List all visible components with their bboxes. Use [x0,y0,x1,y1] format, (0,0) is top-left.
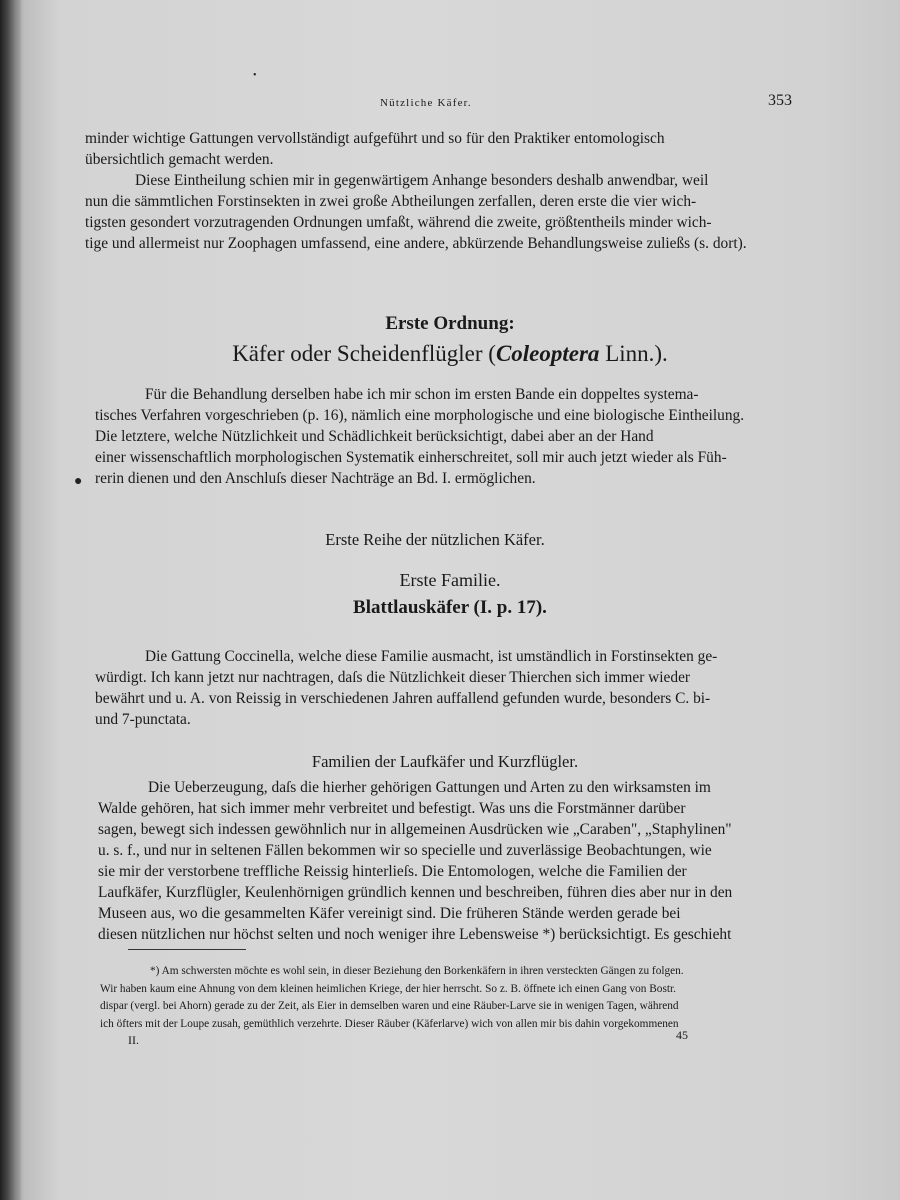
family-name-heading: Blattlauskäfer (I. p. 17). [353,597,547,618]
footnote-line: Wir haben kaum eine Ahnung von dem kleinen heimlichen Kriege, der hier herrscht. So z. B. öffnete ich einen Gang von Bostr. [100,982,676,995]
footnote-line: ich öfters mit der Loupe zusah, gemüthlich verzehrte. Dieser Räuber (Käferlarve) wich von allen mir bis dahin vorgekommenen [100,1017,679,1030]
text-line: sie mir der verstorbene treffliche Reissig hinterlieſs. Die Entomologen, welche die Familien der [98,863,687,880]
text-line: Die Ueberzeugung, daſs die hierher gehörigen Gattungen und Arten zu den wirksamsten im [148,779,711,796]
families-heading: Familien der Laufkäfer und Kurzflügler. [311,752,579,771]
order-title-text: Käfer oder Scheidenflügler ( [232,341,496,366]
family-heading: Erste Familie. [399,570,501,590]
text-line: tigsten gesondert vorzutragenden Ordnungen umfaßt, während die zweite, größtentheils minder wich- [85,214,712,231]
intro-paragraph [85,128,793,254]
order-paragraph [95,384,793,489]
text-line: bewährt und u. A. von Reissig in verschiedenen Jahren auffallend gefunden wurde, besonders C. bi- [95,690,711,707]
text-line: einer wissenschaftlich morphologischen Systematik einherschreitet, soll mir auch jetzt wieder als Füh- [95,449,727,466]
footnote [100,963,800,1033]
text-line: rerin dienen und den Anschluſs dieser Nachträge an Bd. I. ermöglichen. [95,470,536,487]
text-line: Walde gehören, hat sich immer mehr verbreitet und befestigt. Was uns die Forstmänner darüber [98,800,686,817]
text-line: u. s. f., und nur in seltenen Fällen bekommen wir so specielle und zuverlässige Beobachtungen, wie [98,842,712,859]
text-line: Diese Eintheilung schien mir in gegenwärtigem Anhange besonders deshalb anwendbar, weil [135,172,709,189]
text-line: Für die Behandlung derselben habe ich mir schon im ersten Bande ein doppeltes systema- [145,386,699,403]
order-heading: Erste Ordnung: [385,313,515,334]
page-number: 353 [768,92,792,109]
families-paragraph [98,777,795,945]
text-line: nun die sämmtlichen Forstinsekten in zwei große Abtheilungen zerfallen, deren erste die vier wich- [85,193,697,210]
order-latin-name: Coleoptera [495,341,600,366]
footnote-line: *) Am schwersten möchte es wohl sein, in dieser Beziehung den Borkenkäfern in ihren versteckten Gängen zu folgen. [150,965,684,977]
text-line: Die letztere, welche Nützlichkeit und Schädlichkeit berücksichtigt, dabei aber an der Hand [95,428,654,445]
text-line: diesen nützlichen nur höchst selten und noch weniger ihre Lebensweise *) berücksichtigt. Es geschieht [98,926,732,943]
text-line: übersichtlich gemacht werden. [85,151,274,168]
family-paragraph [95,646,793,730]
text-line: Laufkäfer, Kurzflügler, Keulenhörnigen gründlich kennen und beschreiben, führen dies aber nur in den [98,884,733,901]
order-title [0,341,900,367]
text-line: Museen aus, wo die gesammelten Käfer vereinigt sind. Die früheren Stände werden gerade bei [98,905,681,922]
running-title: Nützliche Käfer. [380,97,472,109]
volume-signature: II. [128,1033,139,1047]
order-author: Linn.). [599,341,668,366]
print-speck: • [253,70,257,81]
series-heading: Erste Reihe der nützlichen Käfer. [325,530,545,549]
print-speck: ● [74,474,83,489]
sheet-signature: 45 [676,1028,688,1042]
text-line: Die Gattung Coccinella, welche diese Familie ausmacht, ist umständlich in Forstinsekten ge- [145,648,718,665]
text-line: tige und allermeist nur Zoophagen umfassend, eine andere, abkürzende Behandlungsweise zuließs (s. dort). [85,235,747,252]
text-line: würdigt. Ich kann jetzt nur nachtragen, daſs die Nützlichkeit dieser Thierchen sich immer wieder [95,669,691,686]
footnote-rule [128,949,246,950]
text-line: minder wichtige Gattungen vervollständigt aufgeführt und so für den Praktiker entomologisch [85,130,665,147]
footnote-line: dispar (vergl. bei Ahorn) gerade zu der Zeit, als Eier in demselben waren und eine Räuber-Larve sie in wenigen Tagen, während [100,1000,679,1012]
text-line: tisches Verfahren vorgeschrieben (p. 16), nämlich eine morphologische und eine biologische Eintheilung. [95,407,745,424]
text-line: sagen, bewegt sich indessen gewöhnlich nur in allgemeinen Ausdrücken wie „Caraben", „Staphylinen" [98,821,732,838]
text-line: und 7-punctata. [95,711,191,728]
